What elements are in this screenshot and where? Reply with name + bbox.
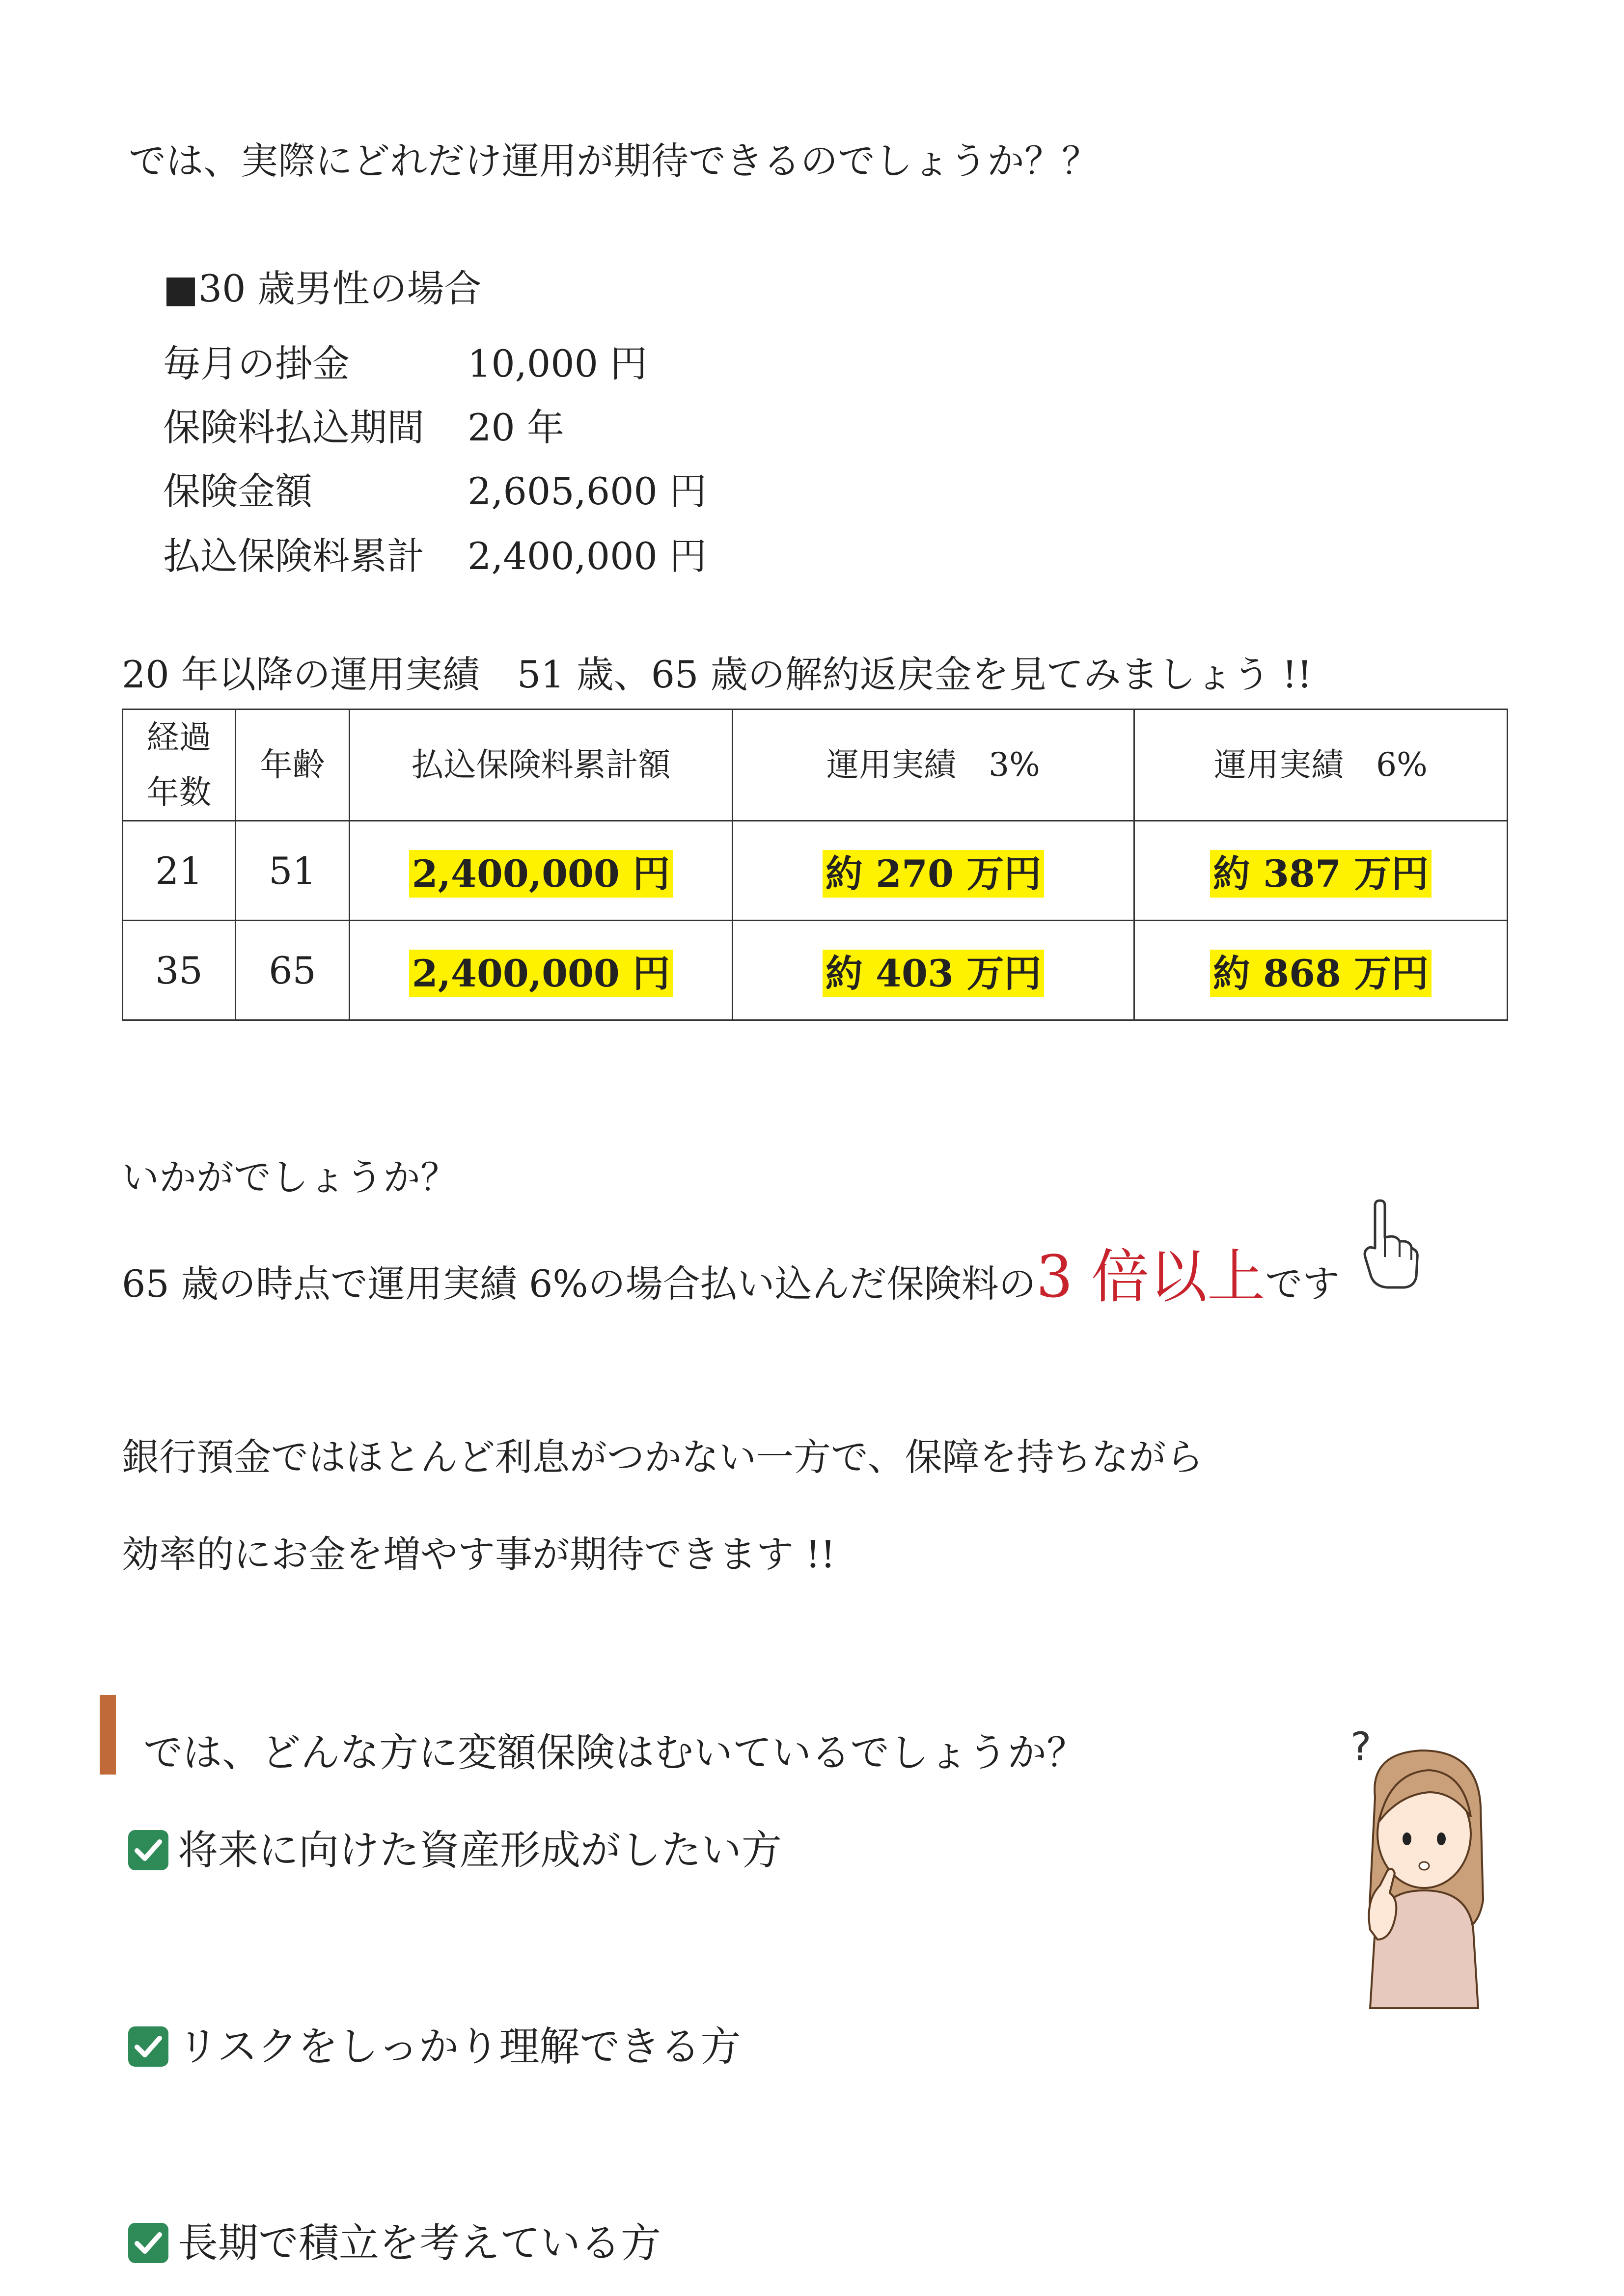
spec-label-total: 払込保険料累計 [163,534,424,578]
return-table [122,709,1508,1021]
suitability-item-3: 長期で積立を考えている方 [178,2220,661,2267]
header-age: 年齢 [236,710,350,821]
highlight-return-3: 約 403 万円 [823,950,1045,997]
highlight-return-3: 約 270 万円 [823,850,1045,898]
spec-value-insured: 2,605,600 円 [468,469,707,513]
highlight-paid: 2,400,000 円 [409,850,673,898]
svg-text:?: ? [1350,1724,1372,1770]
section-accent-bar [100,1695,116,1775]
cell-return-6 [1134,921,1508,1020]
table-row [123,921,1508,1020]
table-row [123,821,1508,921]
header-return-3: 運用実績 3% [733,710,1134,821]
result-emphasis: 3 倍以上 [1036,1243,1266,1311]
cell-years: 21 [123,821,236,921]
result-line [122,1230,1340,1313]
header-paid: 払込保険料累計額 [350,710,733,821]
cell-paid [350,921,733,1020]
header-years: 経過 年数 [123,710,236,821]
suitability-item-2: リスクをしっかり理解できる方 [178,2023,741,2070]
result-line-suffix: です [1265,1262,1340,1306]
woman-thinking-illustration [1341,1723,1503,2018]
spec-value-total: 2,400,000 円 [468,534,707,578]
cell-return-6 [1134,821,1508,921]
cell-years: 35 [123,921,236,1020]
check-icon [128,2223,168,2263]
suitability-heading: では、どんな方に変額保険はむいているでしょうか？ [143,1730,1086,1776]
spec-heading: ■30 歳男性の場合 [163,267,482,310]
spec-value-period: 20 年 [468,406,564,449]
spec-label-period: 保険料払込期間 [163,406,424,449]
cell-return-3 [733,921,1134,1020]
highlight-paid: 2,400,000 円 [409,950,673,997]
pointing-hand-icon [1360,1198,1419,1291]
highlight-return-6: 約 868 万円 [1210,950,1432,997]
result-question: いかがでしょうか？ [122,1155,458,1199]
spec-label-insured: 保険金額 [163,469,312,513]
cell-paid [350,821,733,921]
table-caption: 20 年以降の運用実績 51 歳、65 歳の解約返戻金を見てみましょう !! [122,653,1312,696]
highlight-return-6: 約 387 万円 [1210,850,1432,898]
suitability-item-1: 将来に向けた資産形成がしたい方 [178,1827,782,1874]
benefit-line-1: 銀行預金ではほとんど利息がつかない一方で、保障を持ちながら [122,1435,1204,1479]
check-icon [128,1830,168,1870]
cell-age: 65 [236,921,350,1020]
table-header-row [123,710,1508,821]
benefit-line-2: 効率的にお金を増やす事が期待できます !! [122,1532,836,1576]
cell-return-3 [733,821,1134,921]
intro-question: では、実際にどれだけ運用が期待できるのでしょうか？？ [129,139,1099,183]
spec-value-monthly: 10,000 円 [468,342,648,385]
result-line-prefix: 65 歳の時点で運用実績 6%の場合払い込んだ保険料の [122,1262,1036,1306]
check-icon [128,2026,168,2067]
cell-age: 51 [236,821,350,921]
header-return-6: 運用実績 6% [1134,710,1508,821]
spec-label-monthly: 毎月の掛金 [163,342,350,385]
